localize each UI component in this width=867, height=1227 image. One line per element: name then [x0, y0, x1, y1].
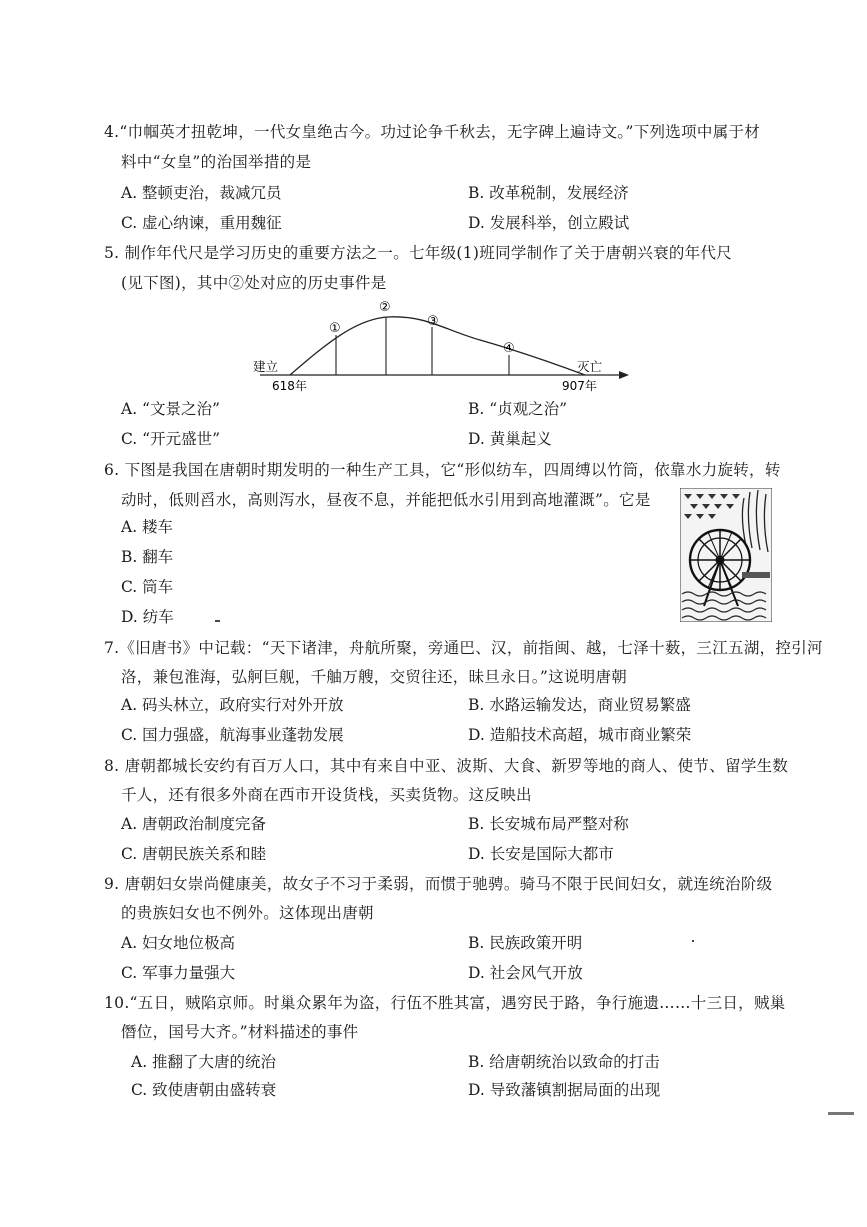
- q10-option-d[interactable]: D. 导致藩镇割据局面的出现: [468, 1081, 661, 1099]
- q10-stem-line1: 10.“五日，贼陷京师。时巢众累年为盗，行伍不胜其富，遇穷民于路，争行施遗……十三日，贼巢: [104, 994, 786, 1012]
- scan-watermark-mark: [828, 1112, 854, 1115]
- water-wheel-illustration: [680, 488, 772, 622]
- marker-2: ②: [379, 300, 391, 315]
- scan-speck: [215, 620, 220, 622]
- marker-4: ④: [503, 341, 515, 356]
- marker-1: ①: [329, 321, 341, 336]
- scan-speck: [692, 940, 694, 942]
- start-year: 618年: [272, 379, 307, 393]
- q6-option-a[interactable]: A. 耧车: [121, 518, 174, 536]
- end-year: 907年: [562, 379, 597, 393]
- q6-option-c[interactable]: C. 筒车: [121, 578, 174, 596]
- marker-3: ③: [427, 314, 439, 329]
- q8-option-d[interactable]: D. 长安是国际大都市: [468, 845, 614, 863]
- q10-option-b[interactable]: B. 给唐朝统治以致命的打击: [468, 1053, 660, 1071]
- tang-timeline-figure: [245, 295, 645, 395]
- q8-option-b[interactable]: B. 长安城布局严整对称: [468, 815, 629, 833]
- q10-option-a[interactable]: A. 推翻了大唐的统治: [131, 1053, 277, 1071]
- q6-stem-line2: 动时，低则舀水，高则泻水，昼夜不息，并能把低水引用到高地灌溉”。它是: [121, 491, 651, 509]
- q5-option-d[interactable]: D. 黄巢起义: [468, 430, 552, 448]
- timeline-arrow: [619, 371, 629, 379]
- q9-stem-line1: 9. 唐朝妇女崇尚健康美，故女子不习于柔弱，而惯于驰骋。骑马不限于民间妇女，就连统治阶级: [104, 875, 773, 893]
- q4-option-c[interactable]: C. 虚心纳谏，重用魏征: [121, 214, 282, 232]
- q5-option-c[interactable]: C. “开元盛世”: [121, 430, 221, 448]
- start-label: 建立: [253, 359, 279, 374]
- q4-option-d[interactable]: D. 发展科举，创立殿试: [468, 214, 630, 232]
- q7-option-d[interactable]: D. 造船技术高超，城市商业繁荣: [468, 726, 692, 744]
- q6-option-b[interactable]: B. 翻车: [121, 548, 174, 566]
- q7-stem-line1: 7.《旧唐书》中记载：“天下诸津，舟航所聚，旁通巴、汉，前指闽、越，七泽十薮，三江五湖，控引河: [104, 639, 823, 657]
- q4-option-b[interactable]: B. 改革税制，发展经济: [468, 184, 629, 202]
- q4-stem-line2: 料中“女皇”的治国举措的是: [121, 153, 312, 171]
- q5-stem-line1: 5. 制作年代尺是学习历史的重要方法之一。七年级(1)班同学制作了关于唐朝兴衰的年代尺: [104, 244, 733, 262]
- q10-stem-line2: 僭位，国号大齐。”材料描述的事件: [121, 1023, 359, 1041]
- q7-stem-line2: 洛，兼包淮海，弘舸巨舰，千舳万艘，交贸往还，昧旦永日。”这说明唐朝: [121, 668, 628, 686]
- q7-option-c[interactable]: C. 国力强盛，航海事业蓬勃发展: [121, 726, 344, 744]
- q9-stem-line2: 的贵族妇女也不例外。这体现出唐朝: [121, 904, 374, 922]
- q4-option-a[interactable]: A. 整顿吏治，裁减冗员: [121, 184, 282, 202]
- q5-option-a[interactable]: A. “文景之治”: [121, 400, 220, 418]
- q8-option-a[interactable]: A. 唐朝政治制度完备: [121, 815, 267, 833]
- q10-option-c[interactable]: C. 致使唐朝由盛转衰: [131, 1081, 277, 1099]
- q8-stem-line2: 千人，还有很多外商在西市开设货栈，买卖货物。这反映出: [121, 786, 532, 804]
- q9-option-d[interactable]: D. 社会风气开放: [468, 964, 583, 982]
- q9-option-a[interactable]: A. 妇女地位极高: [121, 934, 236, 952]
- q5-stem-line2: (见下图)，其中②处对应的历史事件是: [121, 274, 387, 292]
- q9-option-b[interactable]: B. 民族政策开明: [468, 934, 583, 952]
- q7-option-b[interactable]: B. 水路运输发达，商业贸易繁盛: [468, 696, 691, 714]
- q7-option-a[interactable]: A. 码头林立，政府实行对外开放: [121, 696, 344, 714]
- q8-option-c[interactable]: C. 唐朝民族关系和睦: [121, 845, 267, 863]
- q4-stem-line1: 4.“巾帼英才扭乾坤，一代女皇绝古今。功过论争千秋去，无字碑上遍诗文。”下列选项中属于材: [104, 123, 761, 141]
- q6-stem-line1: 6. 下图是我国在唐朝时期发明的一种生产工具，它“形似纺车，四周缚以竹筒，依靠水力旋转，转: [104, 461, 781, 479]
- end-label: 灭亡: [577, 359, 603, 374]
- q9-option-c[interactable]: C. 军事力量强大: [121, 964, 236, 982]
- q8-stem-line1: 8. 唐朝都城长安约有百万人口，其中有来自中亚、波斯、大食、新罗等地的商人、使节、留学生数: [104, 757, 789, 775]
- q6-option-d[interactable]: D. 纺车: [121, 608, 174, 626]
- q5-option-b[interactable]: B. “贞观之治”: [468, 400, 568, 418]
